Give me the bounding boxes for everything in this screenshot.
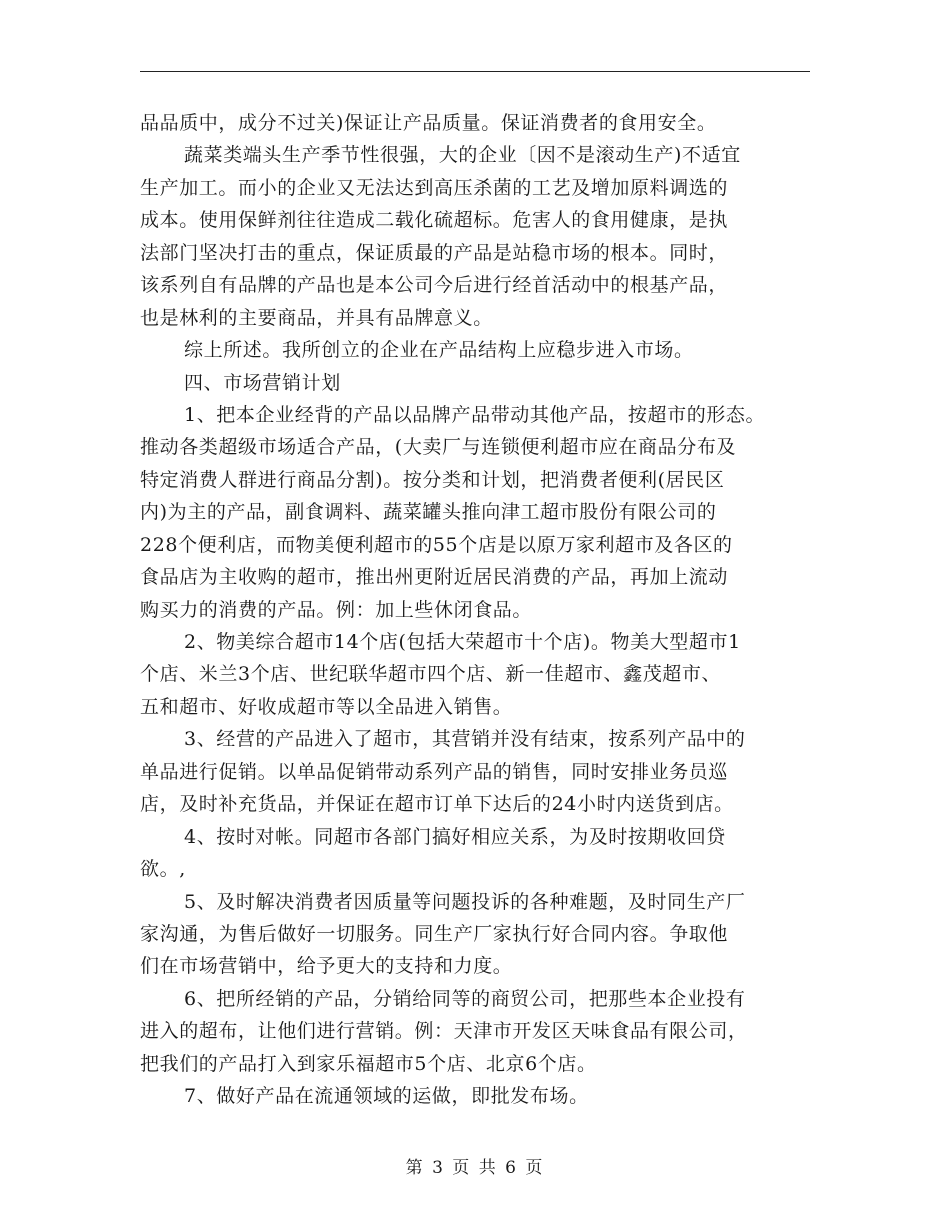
text-line: 购买力的消费的产品。例：加上些休闭食品。 — [140, 598, 533, 621]
text-line: 2、物美综合超市14个店(包括大荣超市十个店)。物美大型超市1 — [184, 631, 741, 653]
text-line: 生产加工。而小的企业又无法达到高压杀菌的工艺及增加原料调选的 — [140, 176, 729, 199]
text-line: 综上所述。我所创立的企业在产品结构上应稳步进入市场。 — [184, 339, 694, 362]
text-line: 推动各类超级市场适合产品，(大卖厂与连锁便利超市应在商品分布及 — [140, 436, 737, 459]
body-text — [140, 107, 830, 1113]
text-line: 欲。, — [140, 858, 186, 881]
text-line: 四、市场营销计划 — [184, 371, 341, 394]
text-line: 个店、米兰3个店、世纪联华超市四个店、新一佳超市、鑫茂超市、 — [140, 663, 722, 686]
text-line: 品品质中，成分不过关)保证让产品质量。保证消费者的食用安全。 — [140, 112, 717, 134]
text-line: 把我们的产品打入到家乐福超市5个店、北京6个店。 — [140, 1052, 597, 1075]
text-line: 3、经营的产品进入了超市，其营销并没有结束，按系列产品中的 — [184, 728, 746, 751]
page-footer: 第 3 页 共 6 页 — [405, 1158, 545, 1178]
text-line: 们在市场营销中，给予更大的支持和力度。 — [140, 955, 513, 978]
text-line: 店，及时补充货品，并保证在超市订单下达后的24小时内送货到店。 — [140, 793, 734, 816]
text-line: 蔬菜类端头生产季节性很强，大的企业〔因不是滚动生产)不适宜 — [184, 144, 741, 167]
text-line: 成本。使用保鲜剂往往造成二载化硫超标。危害人的食用健康，是执 — [140, 209, 729, 232]
text-line: 6、把所经销的产品，分销给同等的商贸公司，把那些本企业投有 — [184, 987, 746, 1010]
header-rule — [140, 71, 810, 72]
text-line: 进入的超布，让他们进行营销。例：天津市开发区天味食品有限公司， — [140, 1020, 748, 1043]
text-line: 该系列自有品牌的产品也是本公司今后进行经首活动中的根基产品， — [140, 274, 729, 297]
text-line: 家沟通，为售后做好一切服务。同生产厂家执行好合同内容。争取他 — [140, 922, 729, 945]
text-line: 法部门坚决打击的重点，保证质最的产品是站稳市场的根本。同时， — [140, 241, 729, 264]
text-line: 5、及时解决消费者因质量等问题投诉的各种难题，及时同生产厂 — [184, 890, 746, 913]
text-line: 食品店为主收购的超市，推出州更附近居民消费的产品，再加上流动 — [140, 566, 729, 589]
text-line: 4、按时对帐。同超市各部门搞好相应关系，为及时按期收回贷 — [184, 825, 726, 848]
text-line: 7、做好产品在流通领域的运做，即批发布场。 — [184, 1085, 589, 1108]
text-line: 228个便利店，而物美便利超市的55个店是以原万家利超市及各区的 — [140, 533, 733, 556]
text-line: 特定消费人群进行商品分割)。按分类和计划，把消费者便利(居民区 — [140, 468, 725, 491]
text-line: 1、把本企业经背的产品以品牌产品带动其他产品，按超市的形态。 — [184, 403, 766, 426]
text-line: 内)为主的产品，副食调料、蔬菜罐头推向津工超市股份有限公司的 — [140, 501, 717, 524]
text-line: 也是林利的主要商品，并具有品牌意义。 — [140, 306, 493, 329]
text-line: 单品进行促销。以单品促销带动系列产品的销售，同时安排业务员巡 — [140, 760, 729, 783]
text-line: 五和超市、好收成超市等以全品进入销售。 — [140, 695, 513, 718]
